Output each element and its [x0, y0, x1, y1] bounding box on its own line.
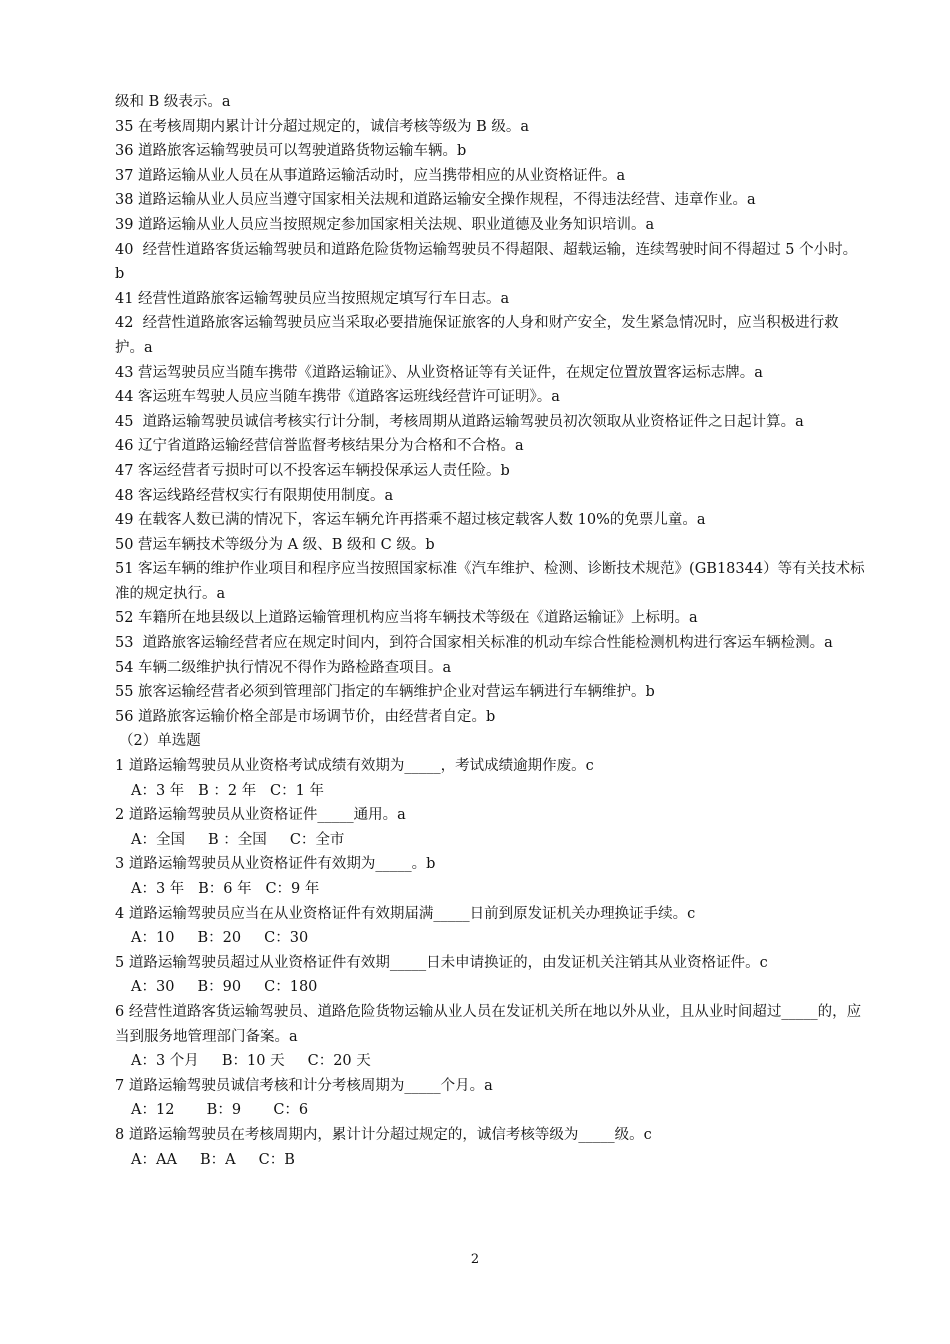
question-line: 55 旅客运输经营者必须到管理部门指定的车辆维护企业对营运车辆进行车辆维护。b [115, 684, 655, 701]
answer-options: A：3 年 B ：2 年 C：1 年 [131, 782, 324, 799]
question-line: 54 车辆二级维护执行情况不得作为路检路查项目。a [115, 659, 452, 676]
answer-options: A：AA B：A C：B [131, 1151, 295, 1168]
question-line: 级和 B 级表示。a [115, 94, 231, 110]
page-number: 2 [470, 1252, 480, 1267]
question-line: 45 道路运输驾驶员诚信考核实行计分制，考核周期从道路运输驾驶员初次领取从业资格证件之日起计算。a [115, 413, 804, 430]
question-line: 38 道路运输从业人员应当遵守国家相关法规和道路运输安全操作规程，不得违法经营、违章作业。a [115, 192, 756, 209]
question-line: 43 营运驾驶员应当随车携带《道路运输证》、从业资格证等有关证件，在规定位置放置客运标志牌。a [115, 364, 763, 381]
question-line: 49 在载客人数已满的情况下，客运车辆允许再搭乘不超过核定载客人数 10%的免票儿童。a [115, 512, 706, 529]
question-line: 1 道路运输驾驶员从业资格考试成绩有效期为_____，考试成绩逾期作废。c [115, 758, 594, 775]
question-line: 37 道路运输从业人员在从事道路运输活动时，应当携带相应的从业资格证件。a [115, 167, 626, 184]
question-line: 42 经营性道路旅客运输驾驶员应当采取必要措施保证旅客的人身和财产安全，发生紧急情况时，应当积极进行救护。a [115, 315, 839, 356]
question-line: 50 营运车辆技术等级分为 A 级、B 级和 C 级。b [115, 536, 435, 553]
question-line: 44 客运班车驾驶人员应当随车携带《道路客运班线经营许可证明》。a [115, 389, 560, 406]
question-line: 7 道路运输驾驶员诚信考核和计分考核周期为_____个月。a [115, 1077, 493, 1094]
answer-options: A：10 B：20 C：30 [131, 930, 309, 947]
document-body [115, 90, 865, 1172]
question-line: 51 客运车辆的维护作业项目和程序应当按照国家标准《汽车维护、检测、诊断技术规范》(GB18344）等有关技术标准的规定执行。a [115, 561, 865, 602]
question-line: 40 经营性道路客货运输驾驶员和道路危险货物运输驾驶员不得超限、超载运输，连续驾驶时间不得超过 5 个小时。b [115, 241, 858, 283]
question-line: 36 道路旅客运输驾驶员可以驾驶道路货物运输车辆。b [115, 143, 467, 160]
question-line: 6 经营性道路客货运输驾驶员、道路危险货物运输从业人员在发证机关所在地以外从业，且从业时间超过_____的，应当到服务地管理部门备案。a [115, 1003, 862, 1045]
answer-options: A：3 年 B：6 年 C：9 年 [131, 881, 320, 897]
section-heading: （2）单选题 [119, 733, 201, 750]
question-line: 47 客运经营者亏损时可以不投客运车辆投保承运人责任险。b [115, 462, 510, 479]
answer-options: A：30 B：90 C：180 [131, 979, 318, 996]
question-line: 41 经营性道路旅客运输驾驶员应当按照规定填写行车日志。a [115, 290, 510, 307]
question-line: 56 道路旅客运输价格全部是市场调节价，由经营者自定。b [115, 708, 496, 725]
question-line: 35 在考核周期内累计计分超过规定的，诚信考核等级为 B 级。a [115, 118, 530, 135]
question-line: 39 道路运输从业人员应当按照规定参加国家相关法规、职业道德及业务知识培训。a [115, 216, 655, 233]
question-line: 48 客运线路经营权实行有限期使用制度。a [115, 487, 394, 504]
question-line: 8 道路运输驾驶员在考核周期内，累计计分超过规定的，诚信考核等级为_____级。c [115, 1126, 652, 1143]
question-line: 3 道路运输驾驶员从业资格证件有效期为_____。b [115, 856, 436, 873]
question-line: 53 道路旅客运输经营者应在规定时间内，到符合国家相关标准的机动车综合性能检测机构进行客运车辆检测。a [115, 635, 833, 652]
answer-options: A：全国 B ：全国 C：全市 [131, 831, 345, 848]
question-line: 2 道路运输驾驶员从业资格证件_____通用。a [115, 807, 406, 824]
question-line: 52 车籍所在地县级以上道路运输管理机构应当将车辆技术等级在《道路运输证》上标明。a [115, 610, 698, 627]
question-line: 4 道路运输驾驶员应当在从业资格证件有效期届满_____日前到原发证机关办理换证手续。c [115, 905, 696, 922]
question-line: 46 辽宁省道路运输经营信誉监督考核结果分为合格和不合格。a [115, 438, 524, 455]
answer-options: A：12 B：9 C：6 [131, 1102, 309, 1119]
answer-options: A：3 个月 B：10 天 C：20 天 [131, 1053, 371, 1070]
question-line: 5 道路运输驾驶员超过从业资格证件有效期_____日未申请换证的，由发证机关注销其从业资格证件。c [115, 954, 768, 971]
